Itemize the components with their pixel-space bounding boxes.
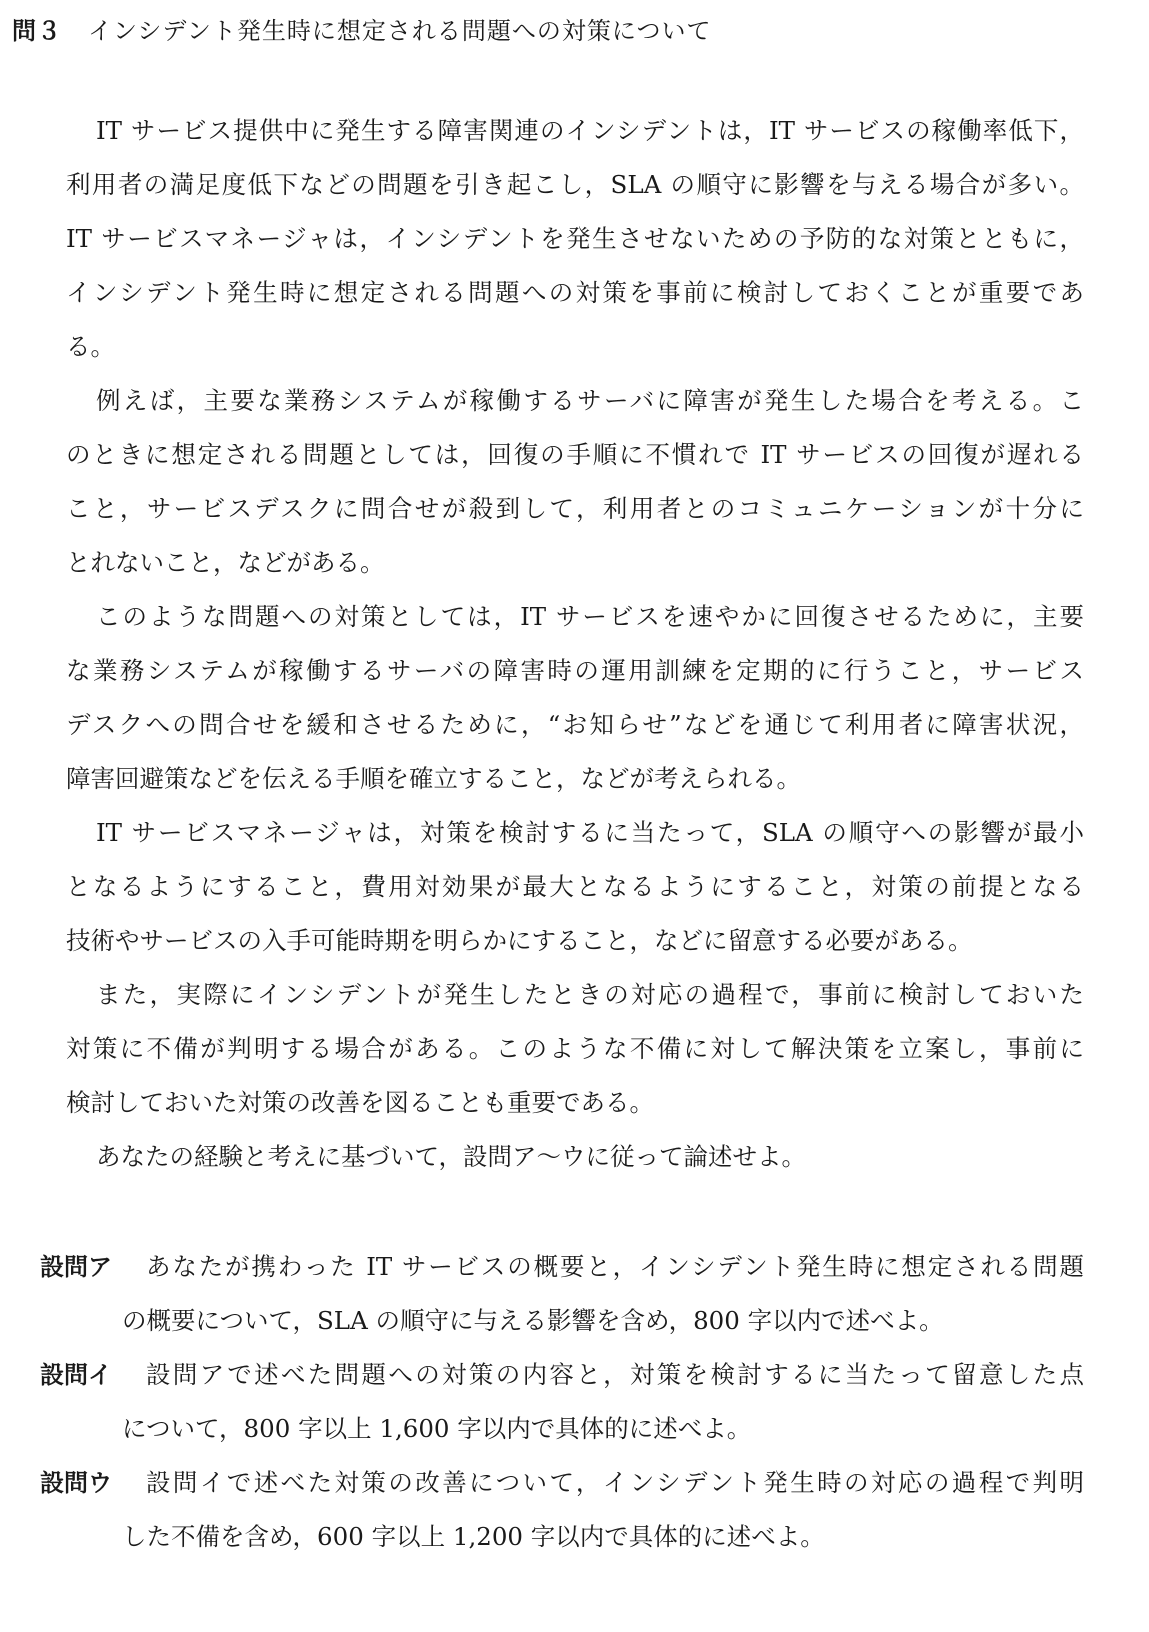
body-line: IT サービスマネージャは，対策を検討するに当たって，SLA の順守への影響が最小 bbox=[96, 818, 1084, 847]
body-line: 対策に不備が判明する場合がある。このような不備に対して解決策を立案し，事前に bbox=[66, 1034, 1084, 1063]
question-heading bbox=[12, 8, 711, 48]
body-line: 検討しておいた対策の改善を図ることも重要である。 bbox=[66, 1088, 654, 1117]
subquestion-line: 設問イで述べた対策の改善について，インシデント発生時の対応の過程で判明 bbox=[146, 1468, 1084, 1497]
body-line: デスクへの問合せを緩和させるために，“お知らせ”などを通じて利用者に障害状況， bbox=[66, 710, 1084, 739]
body-line: 技術やサービスの入手可能時期を明らかにすること，などに留意する必要がある。 bbox=[66, 926, 973, 955]
body-line: インシデント発生時に想定される問題への対策を事前に検討しておくことが重要であ bbox=[66, 278, 1084, 307]
subquestion-line: 設問アで述べた問題への対策の内容と，対策を検討するに当たって留意した点 bbox=[146, 1360, 1084, 1389]
body-line: る。 bbox=[66, 332, 115, 361]
body-line: IT サービスマネージャは，インシデントを発生させないための予防的な対策とともに， bbox=[66, 224, 1084, 253]
body-line: このような問題への対策としては，IT サービスを速やかに回復させるために，主要 bbox=[96, 602, 1084, 631]
question-number: 問３ bbox=[12, 16, 62, 45]
body-line: となるようにすること，費用対効果が最大となるようにすること，対策の前提となる bbox=[66, 872, 1084, 901]
body-line: 障害回避策などを伝える手順を確立すること，などが考えられる。 bbox=[66, 764, 801, 793]
body-line: あなたの経験と考えに基づいて，設問ア～ウに従って論述せよ。 bbox=[96, 1142, 807, 1171]
subquestion-line: について，800 字以上 1,600 字以内で具体的に述べよ。 bbox=[122, 1414, 752, 1443]
subquestion-line: した不備を含め，600 字以上 1,200 字以内で具体的に述べよ。 bbox=[122, 1522, 825, 1551]
subquestion-label: 設問ア bbox=[40, 1253, 112, 1281]
question-title: インシデント発生時に想定される問題への対策について bbox=[88, 16, 712, 45]
body-line: な業務システムが稼働するサーバの障害時の運用訓練を定期的に行うこと，サービス bbox=[66, 656, 1084, 685]
body-line: こと，サービスデスクに問合せが殺到して，利用者とのコミュニケーションが十分に bbox=[66, 494, 1084, 523]
subquestion-label: 設問イ bbox=[40, 1361, 112, 1389]
body-line: IT サービス提供中に発生する障害関連のインシデントは，IT サービスの稼働率低下， bbox=[96, 116, 1084, 145]
subquestion-line: の概要について，SLA の順守に与える影響を含め，800 字以内で述べよ。 bbox=[122, 1306, 944, 1335]
body-line: のときに想定される問題としては，回復の手順に不慣れで IT サービスの回復が遅れる bbox=[66, 440, 1084, 469]
body-line: 利用者の満足度低下などの問題を引き起こし，SLA の順守に影響を与える場合が多い。 bbox=[66, 170, 1084, 199]
subquestion-line: あなたが携わった IT サービスの概要と，インシデント発生時に想定される問題 bbox=[146, 1252, 1084, 1281]
body-line: とれないこと，などがある。 bbox=[66, 548, 385, 577]
subquestion-label: 設問ウ bbox=[40, 1469, 112, 1497]
body-line: また，実際にインシデントが発生したときの対応の過程で，事前に検討しておいた bbox=[96, 980, 1084, 1009]
body-line: 例えば，主要な業務システムが稼働するサーバに障害が発生した場合を考える。こ bbox=[96, 386, 1084, 415]
